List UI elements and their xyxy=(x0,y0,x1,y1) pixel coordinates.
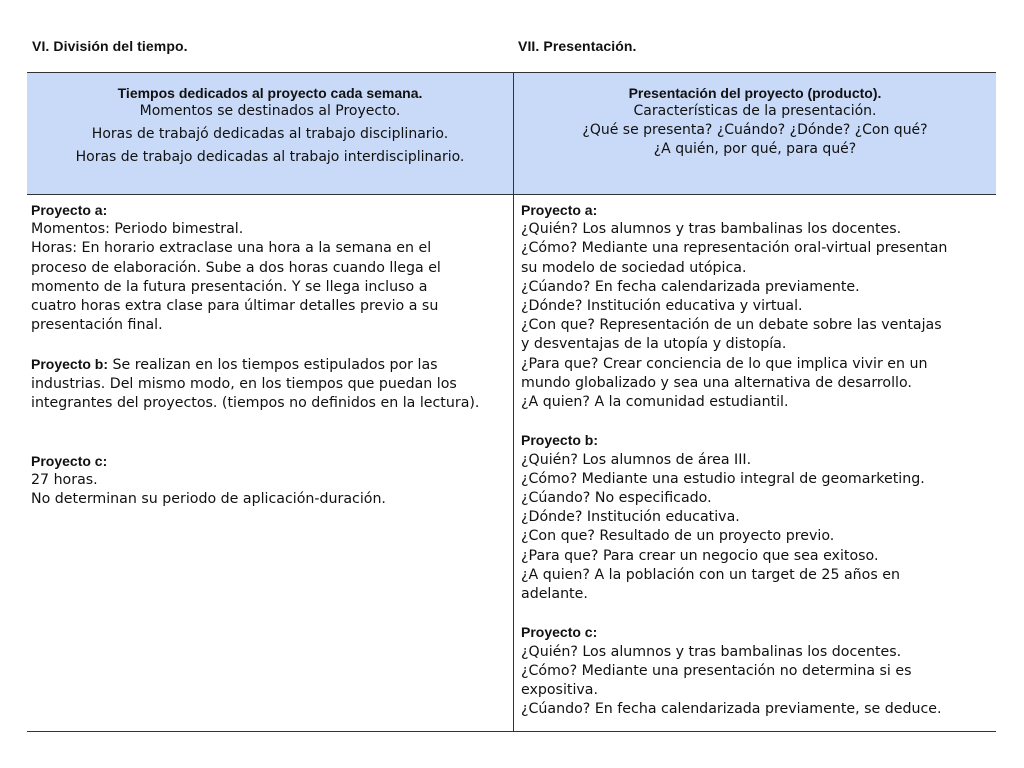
body-line: ¿Quién? Los alumnos y tras bambalinas los docentes. xyxy=(521,643,902,660)
body-line: momento de la futura presentación. Y se llega incluso a xyxy=(31,278,428,295)
table-header-divider xyxy=(27,194,996,195)
body-line: ¿Dónde? Institución educativa. xyxy=(521,509,740,526)
section-heading-presentacion: VII. Presentación. xyxy=(518,38,637,54)
header-line: Características de la presentación. xyxy=(633,103,877,119)
body-text: Se realizan en los tiempos estipulados por las xyxy=(108,356,438,373)
body-line: Momentos: Periodo bimestral. xyxy=(31,221,244,238)
header-title: Presentación del proyecto (producto). xyxy=(628,85,882,101)
body-line: ¿Con que? Resultado de un proyecto previo. xyxy=(521,528,835,545)
body-line: proceso de elaboración. Sube a dos horas cuando llega el xyxy=(31,259,441,276)
project-label: Proyecto c: xyxy=(521,624,598,641)
body-line: ¿Cómo? Mediante una presentación no determina si es xyxy=(521,662,912,679)
table-bottom-border xyxy=(27,731,996,732)
header-line: Horas de trabajo dedicadas al trabajo interdisciplinario. xyxy=(75,149,465,165)
body-line: ¿Cómo? Mediante una estudio integral de geomarketing. xyxy=(521,470,925,487)
project-label: Proyecto c: xyxy=(31,452,108,469)
header-line: Momentos se destinados al Proyecto. xyxy=(139,103,401,119)
body-line: industrias. Del mismo modo, en los tiempos que puedan los xyxy=(31,375,457,392)
section-heading-division-tiempo: VI. División del tiempo. xyxy=(32,38,188,54)
body-line: mundo globalizado y sea una alternativa de desarrollo. xyxy=(521,374,912,391)
body-line: integrantes del proyectos. (tiempos no definidos en la lectura). xyxy=(31,395,480,412)
body-line: ¿Para que? Para crear un negocio que sea exitoso. xyxy=(521,547,879,564)
project-label: Proyecto b: xyxy=(31,355,109,372)
body-line: y desventajas de la utopía y distopía. xyxy=(521,336,787,353)
body-line: cuatro horas extra clase para últimar detalles previo a su xyxy=(31,298,439,315)
body-line: ¿A quien? A la comunidad estudiantil. xyxy=(521,394,789,411)
body-line: ¿Con que? Representación de un debate sobre las ventajas xyxy=(521,317,942,334)
body-line: Horas: En horario extraclase una hora a la semana en el xyxy=(31,240,432,257)
body-line: ¿Cómo? Mediante una representación oral-virtual presentan xyxy=(521,240,948,257)
body-line: ¿Quién? Los alumnos y tras bambalinas los docentes. xyxy=(521,221,902,238)
comparison-table xyxy=(27,72,996,732)
body-line: ¿A quien? A la población con un target de 25 años en xyxy=(521,566,900,583)
body-line: ¿Cúando? En fecha calendarizada previamente, se deduce. xyxy=(521,701,942,718)
project-label: Proyecto b: xyxy=(521,432,599,449)
body-line: No determinan su periodo de aplicación-duración. xyxy=(31,491,386,508)
body-line: ¿Cúando? En fecha calendarizada previamente. xyxy=(521,278,860,295)
header-line: ¿A quién, por qué, para qué? xyxy=(653,141,857,157)
project-label: Proyecto a: xyxy=(31,202,108,218)
body-line: expositiva. xyxy=(521,682,598,699)
header-cell-presentacion xyxy=(514,73,996,194)
body-line: presentación final. xyxy=(31,317,163,334)
body-cell-presentacion xyxy=(521,201,991,719)
body-line: adelante. xyxy=(521,586,588,603)
body-line: ¿Quién? Los alumnos de área III. xyxy=(521,451,752,468)
header-cell-tiempos xyxy=(27,73,513,194)
header-line: ¿Qué se presenta? ¿Cuándo? ¿Dónde? ¿Con qué? xyxy=(582,122,928,138)
body-line: ¿Para que? Crear conciencia de lo que implica vivir en un xyxy=(521,355,928,372)
header-title: Tiempos dedicados al proyecto cada semana. xyxy=(117,85,423,101)
body-line: 27 horas. xyxy=(31,471,98,488)
header-line: Horas de trabajó dedicadas al trabajo disciplinario. xyxy=(91,126,449,142)
body-line xyxy=(31,355,507,375)
project-label: Proyecto a: xyxy=(521,202,598,218)
body-line: ¿Cúando? No especificado. xyxy=(521,490,712,507)
body-cell-tiempos xyxy=(31,201,507,509)
body-line: su modelo de sociedad utópica. xyxy=(521,259,747,276)
body-line: ¿Dónde? Institución educativa y virtual. xyxy=(521,298,803,315)
